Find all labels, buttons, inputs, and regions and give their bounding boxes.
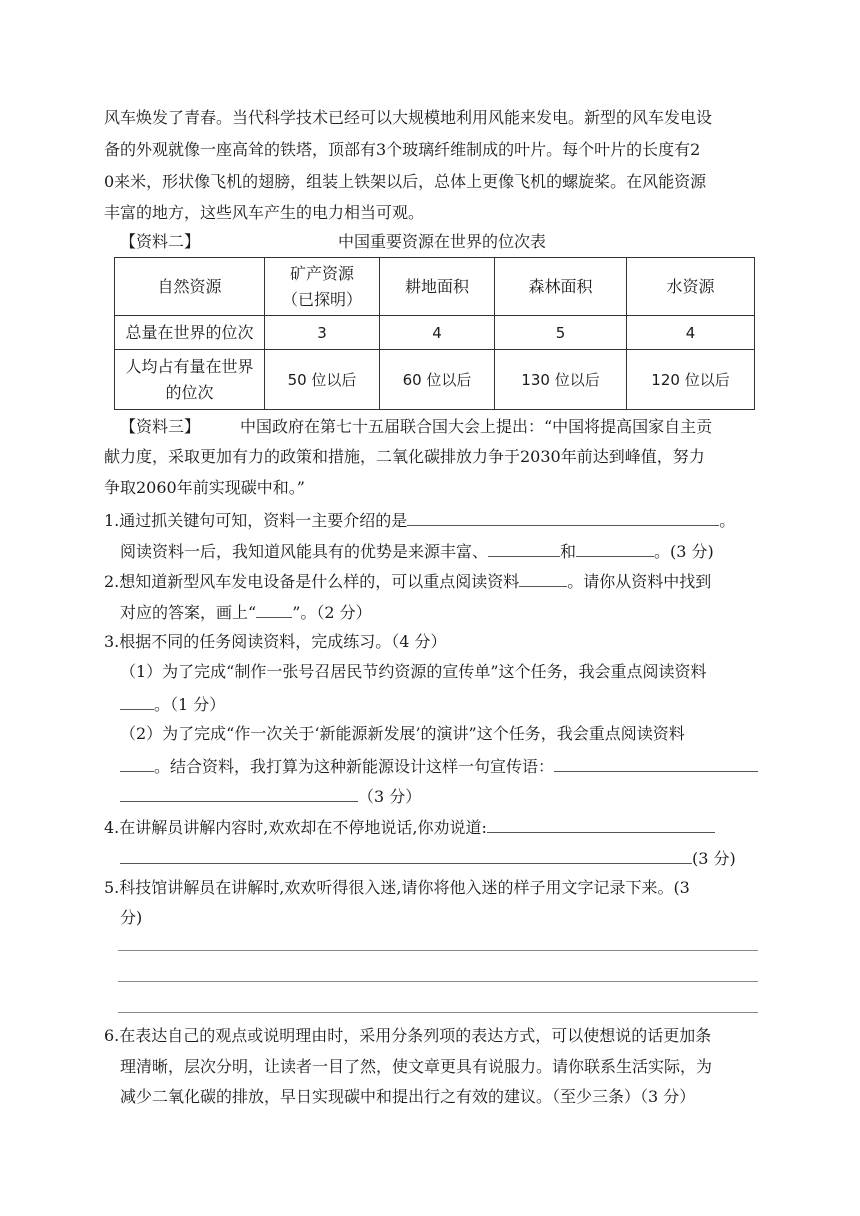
q2-b-score: ”。（2 分）	[292, 603, 372, 622]
table-cell: 4	[380, 316, 495, 350]
material3-line: 争取2060年前实现碳中和。”	[104, 478, 305, 497]
answer-blank[interactable]	[554, 755, 758, 772]
table-header-cell	[265, 258, 380, 316]
table-cell: 120 位以后	[627, 350, 755, 410]
table-cell: 50 位以后	[265, 350, 380, 410]
table-cell: 3	[265, 316, 380, 350]
table-header-cell: 耕地面积	[380, 258, 495, 316]
answer-blank[interactable]	[407, 509, 719, 526]
material1-line: 0来米，形状像飞机的翅膀，组装上铁架以后，总体上更像飞机的螺旋桨。在风能资源	[104, 172, 707, 191]
resource-rank-table	[114, 257, 755, 410]
q1-b-mid: 和	[560, 542, 577, 561]
header-line: （已探明）	[281, 289, 362, 309]
row-label: 总量在世界的位次	[115, 316, 265, 350]
question-2	[104, 570, 711, 592]
row-label-line: 人均占有量在世界	[125, 356, 254, 376]
q4-score: (3 分)	[692, 849, 736, 868]
table-header-cell: 水资源	[627, 258, 755, 316]
q1-text: 1.通过抓关键句可知，资料一主要介绍的是	[104, 511, 408, 530]
question-3-1: （1）为了完成“制作一张号召居民节约资源的宣传单”这个任务，我会重点阅读资料	[120, 662, 707, 681]
q2-text: 2.想知道新型风车发电设备是什么样的，可以重点阅读资料	[104, 572, 520, 591]
row-label	[115, 350, 265, 410]
material3-line: 中国政府在第七十五届联合国大会上提出：“中国将提高国家自主贡	[240, 417, 713, 436]
question-4	[104, 816, 715, 838]
material3-line: 献力度，采取更加有力的政策和措施，二氧化碳排放力争于2030年前达到峰值，努力	[104, 447, 705, 466]
q4-text: 4.在讲解员讲解内容时,欢欢却在不停地说话,你劝说道:	[104, 818, 487, 837]
material1-line: 风车焕发了青春。当代科学技术已经可以大规模地利用风能来发电。新型的风车发电设	[104, 108, 713, 127]
row-label-line: 的位次	[165, 382, 214, 402]
question-1	[104, 509, 735, 531]
answer-blank[interactable]	[120, 785, 358, 802]
answer-line[interactable]	[118, 981, 758, 982]
table-row	[115, 316, 755, 350]
question-3-2-c	[120, 785, 421, 807]
question-1-b	[120, 540, 714, 562]
answer-blank[interactable]	[120, 693, 154, 710]
question-4-b	[120, 847, 736, 869]
table-row	[115, 350, 755, 410]
table-cell: 130 位以后	[495, 350, 627, 410]
table-cell: 60 位以后	[380, 350, 495, 410]
answer-blank[interactable]	[519, 570, 567, 587]
table-header-cell: 自然资源	[115, 258, 265, 316]
table-header-cell: 森林面积	[495, 258, 627, 316]
question-3-2-b	[120, 755, 758, 777]
header-line: 矿产资源	[289, 263, 354, 283]
answer-line[interactable]	[118, 1012, 758, 1013]
q3-2-text: 。结合资料，我打算为这种新能源设计这样一句宣传语：	[154, 757, 555, 776]
material2-title: 中国重要资源在世界的位次表	[338, 232, 547, 251]
question-3-title: 3.根据不同的任务阅读资料，完成练习。（4 分）	[104, 632, 447, 651]
q2-b-text: 对应的答案，画上“	[120, 603, 257, 622]
table-header-row	[115, 258, 755, 316]
material2-label: 【资料二】	[120, 232, 201, 251]
question-6: 6.在表达自己的观点或说明理由时，采用分条列项的表达方式，可以使想说的话更加条	[104, 1026, 712, 1045]
answer-blank[interactable]	[576, 540, 654, 557]
material1-line: 丰富的地方，这些风车产生的电力相当可观。	[104, 203, 425, 222]
table-cell: 5	[495, 316, 627, 350]
q3-1-score: 。（1 分）	[154, 695, 226, 714]
question-2-b	[120, 601, 372, 623]
q3-2-score: （3 分）	[358, 787, 422, 806]
answer-blank[interactable]	[120, 755, 154, 772]
question-3-1-b	[120, 693, 225, 715]
material1-line: 备的外观就像一座高耸的铁塔，顶部有3个玻璃纤维制成的叶片。每个叶片的长度有2	[104, 140, 701, 159]
answer-blank[interactable]	[120, 847, 692, 864]
answer-blank[interactable]	[488, 540, 560, 557]
question-3-2: （2）为了完成“作一次关于‘新能源新发展’的演讲”这个任务，我会重点阅读资料	[120, 724, 685, 743]
question-5: 5.科技馆讲解员在讲解时,欢欢听得很入迷,请你将他入迷的样子用文字记录下来。(3	[104, 878, 690, 897]
question-6-c: 减少二氧化碳的排放，早日实现碳中和提出行之有效的建议。（至少三条）（3 分）	[120, 1087, 696, 1106]
question-6-b: 理清晰，层次分明，让读者一目了然，使文章更具有说服力。请你联系生活实际，为	[120, 1057, 713, 1076]
q2-text-post: 。请你从资料中找到	[567, 572, 712, 591]
answer-blank[interactable]	[256, 601, 292, 618]
answer-line[interactable]	[118, 950, 758, 951]
q1-b-score: 。(3 分)	[654, 542, 714, 561]
question-5-b: 分)	[120, 908, 143, 927]
q1-b-text: 阅读资料一后，我知道风能具有的优势是来源丰富、	[120, 542, 489, 561]
q1-end: 。	[719, 511, 736, 530]
material3-label: 【资料三】	[120, 417, 201, 436]
table-cell: 4	[627, 316, 755, 350]
answer-blank[interactable]	[487, 816, 715, 833]
